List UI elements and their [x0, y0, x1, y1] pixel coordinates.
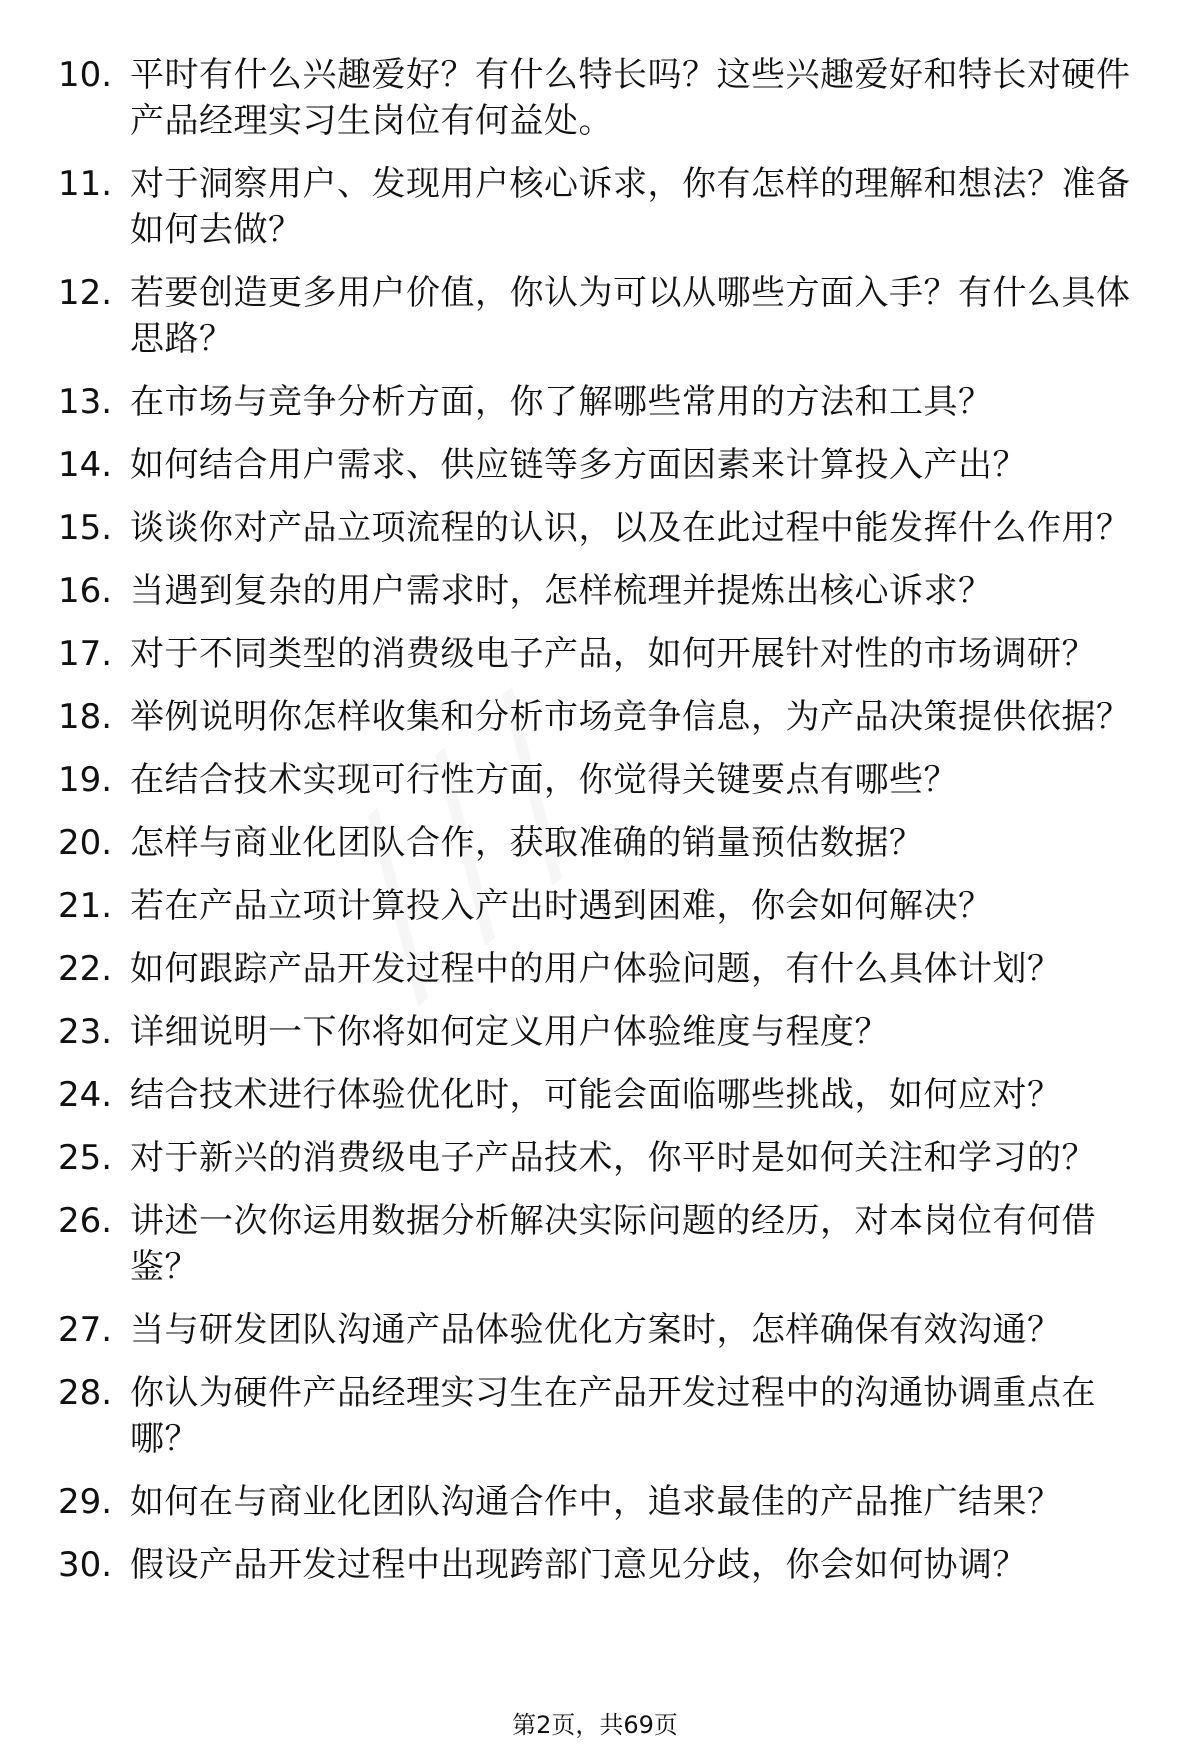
- question-number: 25.: [58, 1138, 113, 1178]
- question-text: 若要创造更多用户价值，你认为可以从哪些方面入手？有什么具体思路？: [130, 273, 1131, 359]
- question-item: [58, 757, 1148, 803]
- question-number: 28.: [58, 1373, 113, 1413]
- question-item: [58, 568, 1148, 614]
- question-number: 19.: [58, 760, 113, 800]
- question-text: 平时有什么兴趣爱好？有什么特长吗？这些兴趣爱好和特长对硬件产品经理实习生岗位有何益处。: [130, 55, 1131, 141]
- question-item: [58, 883, 1148, 929]
- question-text: 谈谈你对产品立项流程的认识，以及在此过程中能发挥什么作用？: [130, 508, 1131, 548]
- question-number: 20.: [58, 823, 113, 863]
- question-item: [58, 1542, 1148, 1588]
- question-number: 14.: [58, 445, 113, 485]
- question-number: 15.: [58, 508, 113, 548]
- question-text: 在结合技术实现可行性方面，你觉得关键要点有哪些？: [130, 760, 958, 800]
- question-number: 23.: [58, 1012, 113, 1052]
- question-number: 26.: [58, 1201, 113, 1241]
- question-number: 24.: [58, 1075, 113, 1115]
- question-number: 16.: [58, 571, 113, 611]
- question-number: 12.: [58, 273, 113, 313]
- question-text: 对于洞察用户、发现用户核心诉求，你有怎样的理解和想法？准备如何去做？: [130, 164, 1131, 250]
- question-item: [58, 52, 1148, 144]
- question-text: 举例说明你怎样收集和分析市场竞争信息，为产品决策提供依据？: [130, 697, 1131, 737]
- question-text: 讲述一次你运用数据分析解决实际问题的经历，对本岗位有何借鉴？: [130, 1201, 1096, 1287]
- page-footer: 第2页，共69页: [512, 1711, 678, 1739]
- question-text: 详细说明一下你将如何定义用户体验维度与程度？: [130, 1012, 889, 1052]
- question-text: 当遇到复杂的用户需求时，怎样梳理并提炼出核心诉求？: [130, 571, 993, 611]
- question-item: [58, 1370, 1148, 1462]
- question-item: [58, 505, 1148, 551]
- question-text: 如何在与商业化团队沟通合作中，追求最佳的产品推广结果？: [130, 1482, 1062, 1522]
- question-text: 结合技术进行体验优化时，可能会面临哪些挑战，如何应对？: [130, 1075, 1062, 1115]
- question-number: 13.: [58, 382, 113, 422]
- question-text: 如何结合用户需求、供应链等多方面因素来计算投入产出？: [130, 445, 1027, 485]
- question-item: [58, 1479, 1148, 1525]
- question-number: 11.: [58, 164, 113, 204]
- question-number: 21.: [58, 886, 113, 926]
- question-number: 29.: [58, 1482, 113, 1522]
- question-text: 当与研发团队沟通产品体验优化方案时，怎样确保有效沟通？: [130, 1310, 1062, 1350]
- question-number: 27.: [58, 1310, 113, 1350]
- question-item: [58, 1135, 1148, 1181]
- question-item: [58, 270, 1148, 362]
- question-number: 30.: [58, 1545, 113, 1585]
- question-text: 你认为硬件产品经理实习生在产品开发过程中的沟通协调重点在哪？: [130, 1373, 1096, 1459]
- question-item: [58, 631, 1148, 677]
- question-item: [58, 1198, 1148, 1290]
- question-number: 17.: [58, 634, 113, 674]
- question-number: 10.: [58, 55, 113, 95]
- question-item: [58, 1009, 1148, 1055]
- question-number: 22.: [58, 949, 113, 989]
- question-item: [58, 1072, 1148, 1118]
- question-item: [58, 442, 1148, 488]
- question-text: 如何跟踪产品开发过程中的用户体验问题，有什么具体计划？: [130, 949, 1062, 989]
- question-text: 对于新兴的消费级电子产品技术，你平时是如何关注和学习的？: [130, 1138, 1096, 1178]
- question-item: [58, 1307, 1148, 1353]
- question-text: 怎样与商业化团队合作，获取准确的销量预估数据？: [130, 823, 924, 863]
- question-item: [58, 946, 1148, 992]
- question-text: 假设产品开发过程中出现跨部门意见分歧，你会如何协调？: [130, 1545, 1027, 1585]
- question-text: 对于不同类型的消费级电子产品，如何开展针对性的市场调研？: [130, 634, 1096, 674]
- question-item: [58, 161, 1148, 253]
- question-text: 若在产品立项计算投入产出时遇到困难，你会如何解决？: [130, 886, 993, 926]
- question-number: 18.: [58, 697, 113, 737]
- question-item: [58, 820, 1148, 866]
- question-text: 在市场与竞争分析方面，你了解哪些常用的方法和工具？: [130, 382, 993, 422]
- question-item: [58, 694, 1148, 740]
- question-item: [58, 379, 1148, 425]
- question-list: [58, 52, 1148, 1605]
